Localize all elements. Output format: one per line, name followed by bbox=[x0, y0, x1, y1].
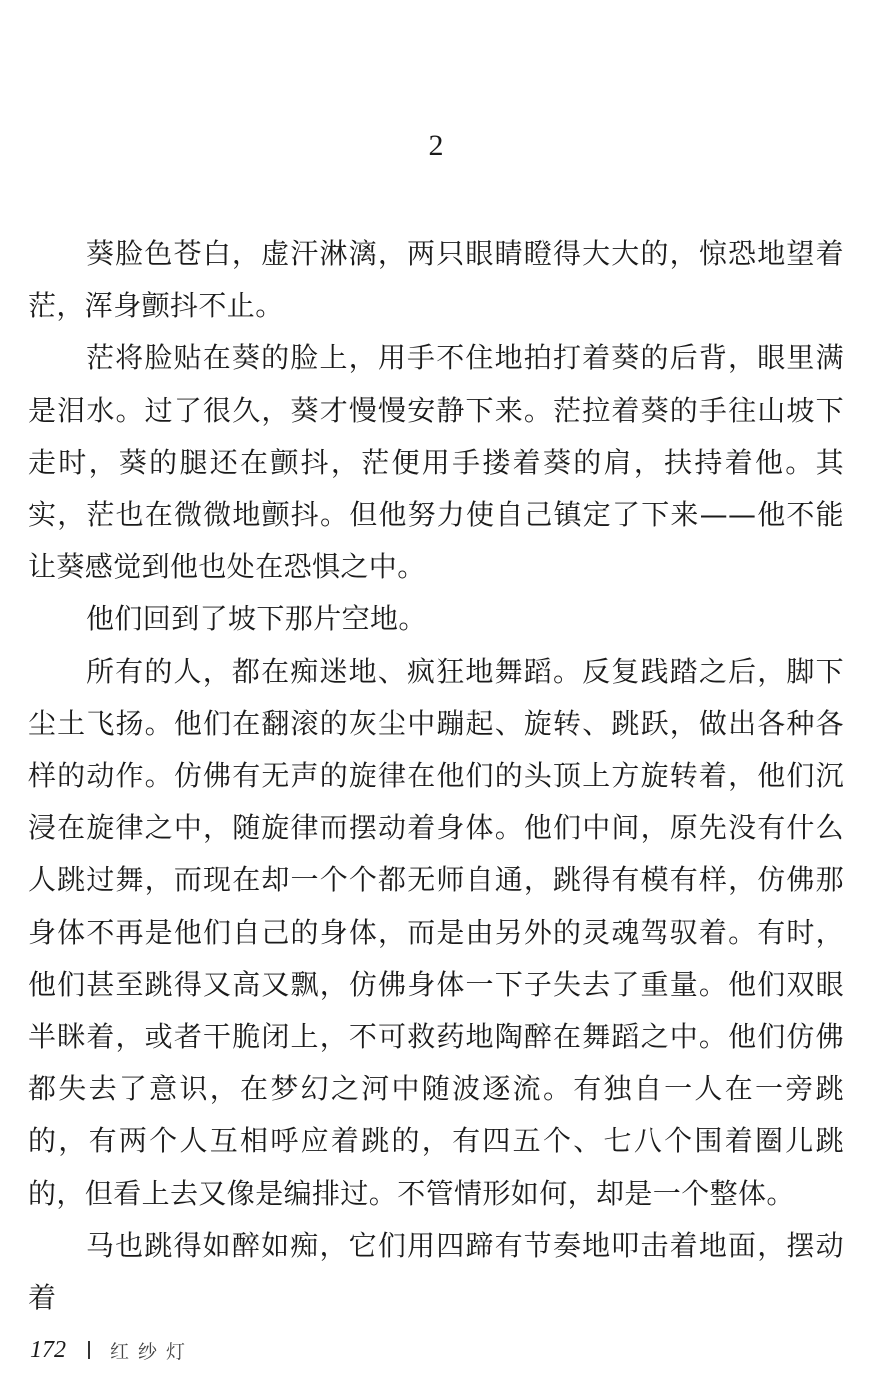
body-text bbox=[28, 228, 844, 1324]
paragraph: 葵脸色苍白，虚汗淋漓，两只眼睛瞪得大大的，惊恐地望着茫，浑身颤抖不止。 bbox=[28, 237, 844, 323]
page-footer bbox=[30, 1334, 194, 1366]
paragraph: 茫将脸贴在葵的脸上，用手不住地拍打着葵的后背，眼里满是泪水。过了很久，葵才慢慢安静下来。茫拉着葵的手往山坡下走时，葵的腿还在颤抖，茫便用手搂着葵的肩，扶持着他。其实，茫也在微微地颤抖。但他努力使自己镇定了下来——他不能让葵感觉到他也处在恐惧之中。 bbox=[28, 341, 844, 584]
paragraph: 所有的人，都在痴迷地、疯狂地舞蹈。反复践踏之后，脚下尘土飞扬。他们在翻滚的灰尘中蹦起、旋转、跳跃，做出各种各样的动作。仿佛有无声的旋律在他们的头顶上方旋转着，他们沉浸在旋律之中，随旋律而摆动着身体。他们中间，原先没有什么人跳过舞，而现在却一个个都无师自通，跳得有模有样，仿佛那身体不再是他们自己的身体，而是由另外的灵魂驾驭着。有时，他们甚至跳得又高又飘，仿佛身体一下子失去了重量。他们双眼半眯着，或者干脆闭上，不可救药地陶醉在舞蹈之中。他们仿佛都失去了意识，在梦幻之河中随波逐流。有独自一人在一旁跳的，有两个人互相呼应着跳的，有四五个、七八个围着圈儿跳的，但看上去又像是编排过。不管情形如何，却是一个整体。 bbox=[28, 654, 844, 1210]
page-number: 172 bbox=[30, 1336, 66, 1363]
footer-divider bbox=[88, 1341, 90, 1359]
paragraph: 马也跳得如醉如痴，它们用四蹄有节奏地叩击着地面，摆动着 bbox=[28, 1228, 844, 1315]
book-title: 红纱灯 bbox=[110, 1340, 195, 1363]
paragraph: 他们回到了坡下那片空地。 bbox=[86, 602, 427, 636]
chapter-number: 2 bbox=[428, 129, 444, 162]
